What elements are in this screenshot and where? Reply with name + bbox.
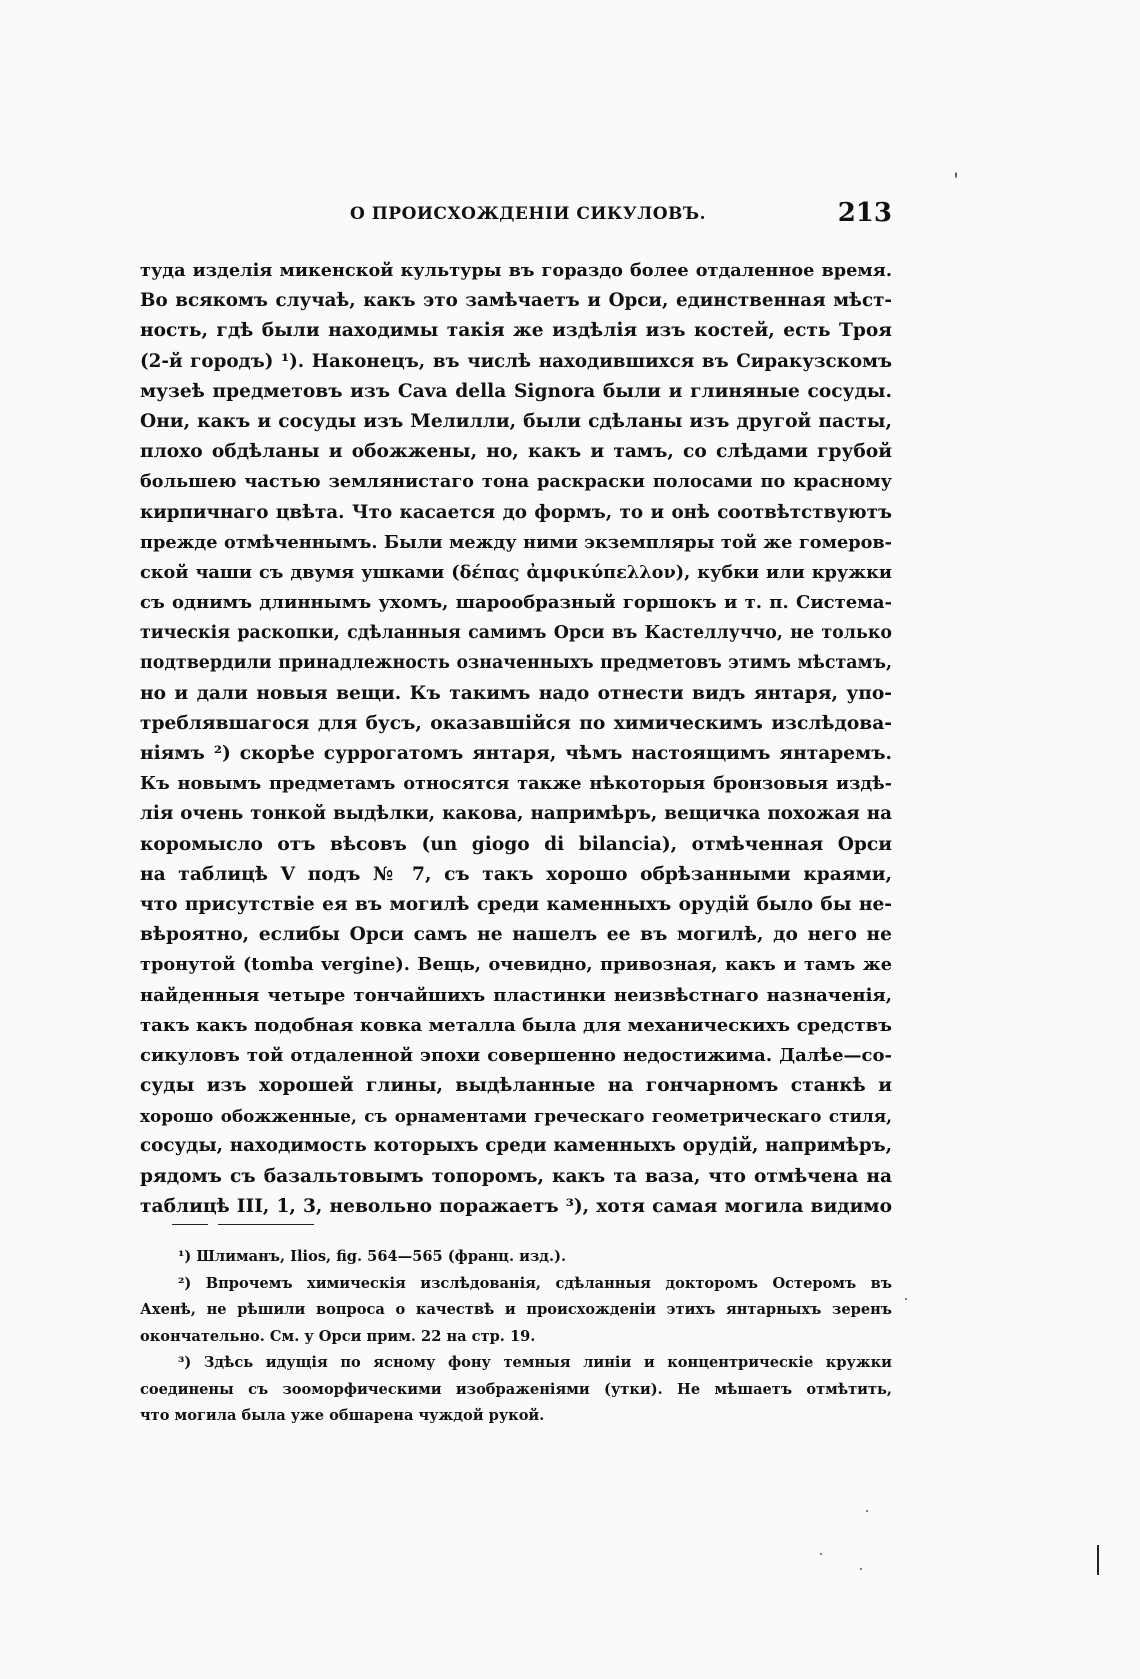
running-head bbox=[140, 198, 892, 232]
text-line: тическія раскопки, сдѣланныя самимъ Орси въ Кастеллуччо, не только bbox=[140, 623, 892, 644]
text-line: ность, гдѣ были находимы такія же издѣлія изъ костей, есть Троя bbox=[140, 320, 892, 342]
footnote-rule bbox=[172, 1224, 208, 1225]
scan-mark bbox=[1097, 1545, 1099, 1575]
text-line: плохо обдѣланы и обожжены, но, какъ и тамъ, со слѣдами грубой bbox=[140, 441, 892, 463]
footnote-2-line: ²) Впрочемъ химическія изслѣдованія, сдѣланныя докторомъ Остеромъ въ bbox=[178, 1274, 892, 1292]
text-line: на таблицѣ V подъ № 7, съ такъ хорошо обрѣзанными краями, bbox=[140, 863, 892, 885]
text-line: тронутой (tomba vergine). Вещь, очевидно, привозная, какъ и тамъ же bbox=[140, 954, 892, 976]
text-line: рядомъ съ базальтовымъ топоромъ, какъ та ваза, что отмѣчена на bbox=[140, 1165, 892, 1187]
text-line: большею частью землянистаго тона раскраски полосами по красному bbox=[140, 471, 892, 493]
text-line: сосуды, находимость которыхъ среди каменныхъ орудій, напримѣръ, bbox=[140, 1135, 892, 1157]
page-number: 213 bbox=[837, 198, 892, 228]
text-line: коромысло отъ вѣсовъ (un giogo di bilancia), отмѣченная Орси bbox=[140, 833, 892, 855]
text-line: найденныя четыре тончайшихъ пластинки неизвѣстнаго назначенія, bbox=[140, 984, 892, 1006]
footnote-3-line: что могила была уже обшарена чуждой рукой. bbox=[140, 1407, 545, 1424]
text-line: Къ новымъ предметамъ относятся также нѣкоторыя бронзовыя издѣ- bbox=[140, 773, 892, 795]
scan-speck bbox=[905, 1298, 907, 1300]
footnote-1: ¹) Шлиманъ, Ilios, fig. 564—565 (франц. изд.). bbox=[178, 1248, 567, 1265]
scan-speck bbox=[820, 1553, 822, 1555]
text-line: Во всякомъ случаѣ, какъ это замѣчаетъ и Орси, единственная мѣст- bbox=[140, 290, 892, 312]
text-line: ніямъ ²) скорѣе суррогатомъ янтаря, чѣмъ настоящимъ янтаремъ. bbox=[140, 743, 892, 764]
text-line: вѣроятно, еслибы Орси самъ не нашелъ ее въ могилѣ, до него не bbox=[140, 924, 892, 946]
text-line: хорошо обожженные, съ орнаментами греческаго геометрическаго стиля, bbox=[140, 1106, 892, 1127]
text-line: треблявшагося для бусъ, оказавшійся по химическимъ изслѣдова- bbox=[140, 712, 892, 734]
running-title: О ПРОИСХОЖДЕНІИ СИКУЛОВЪ. bbox=[350, 204, 707, 224]
text-line: музеѣ предметовъ изъ Cava della Signora были и глиняные сосуды. bbox=[140, 380, 892, 402]
text-line: съ однимъ длиннымъ ухомъ, шарообразный горшокъ и т. п. Система- bbox=[140, 592, 892, 614]
text-line: подтвердили принадлежность означенныхъ предметовъ этимъ мѣстамъ, bbox=[140, 653, 892, 674]
text-line: суды изъ хорошей глины, выдѣланные на гончарномъ станкѣ и bbox=[140, 1075, 892, 1097]
text-line: (2-й городъ) ¹). Наконецъ, въ числѣ находившихся въ Сиракузскомъ bbox=[140, 350, 892, 372]
text-line: но и дали новыя вещи. Къ такимъ надо отнести видъ янтаря, упо- bbox=[140, 682, 892, 704]
scan-speck bbox=[955, 172, 957, 178]
text-line: такъ какъ подобная ковка металла была для механическихъ средствъ bbox=[140, 1014, 892, 1036]
footnote-rule bbox=[218, 1224, 314, 1225]
text-line: кирпичнаго цвѣта. Что касается до формъ, то и онѣ соотвѣтствуютъ bbox=[140, 501, 892, 523]
footnote-2-line: окончательно. См. у Орси прим. 22 на стр. 19. bbox=[140, 1327, 536, 1345]
text-line: туда изделія микенской культуры въ гораздо более отдаленное время. bbox=[140, 260, 892, 281]
footnote-2-line: Ахенѣ, не рѣшили вопроса о качествѣ и происхожденіи этихъ янтарныхъ зеренъ bbox=[140, 1301, 892, 1318]
body-text bbox=[140, 256, 892, 1222]
text-line: лія очень тонкой выдѣлки, какова, напримѣръ, вещичка похожая на bbox=[140, 803, 892, 825]
text-line: таблицѣ III, 1, 3, невольно поражаетъ ³), хотя самая могила видимо bbox=[140, 1195, 892, 1217]
footnote-3-line: соединены съ зооморфическими изображеніями (утки). Не мѣшаетъ отмѣтить, bbox=[140, 1380, 892, 1398]
footnote-3-line: ³) Здѣсь идущія по ясному фону темныя линіи и концентрическіе кружки bbox=[178, 1354, 892, 1371]
text-line: ской чаши съ двумя ушками (δέπας ἀμφικύπελλον), кубки или кружки bbox=[140, 561, 892, 583]
text-line: прежде отмѣченнымъ. Были между ними экземпляры той же гомеров- bbox=[140, 531, 892, 553]
scan-speck bbox=[866, 1510, 868, 1512]
text-line: сикуловъ той отдаленной эпохи совершенно недостижима. Далѣе—со- bbox=[140, 1044, 892, 1066]
footnotes bbox=[140, 1244, 892, 1430]
scan-speck bbox=[860, 1568, 862, 1570]
text-line: что присутствіе ея въ могилѣ среди каменныхъ орудій было бы не- bbox=[140, 893, 892, 915]
text-line: Они, какъ и сосуды изъ Мелилли, были сдѣланы изъ другой пасты, bbox=[140, 410, 892, 432]
